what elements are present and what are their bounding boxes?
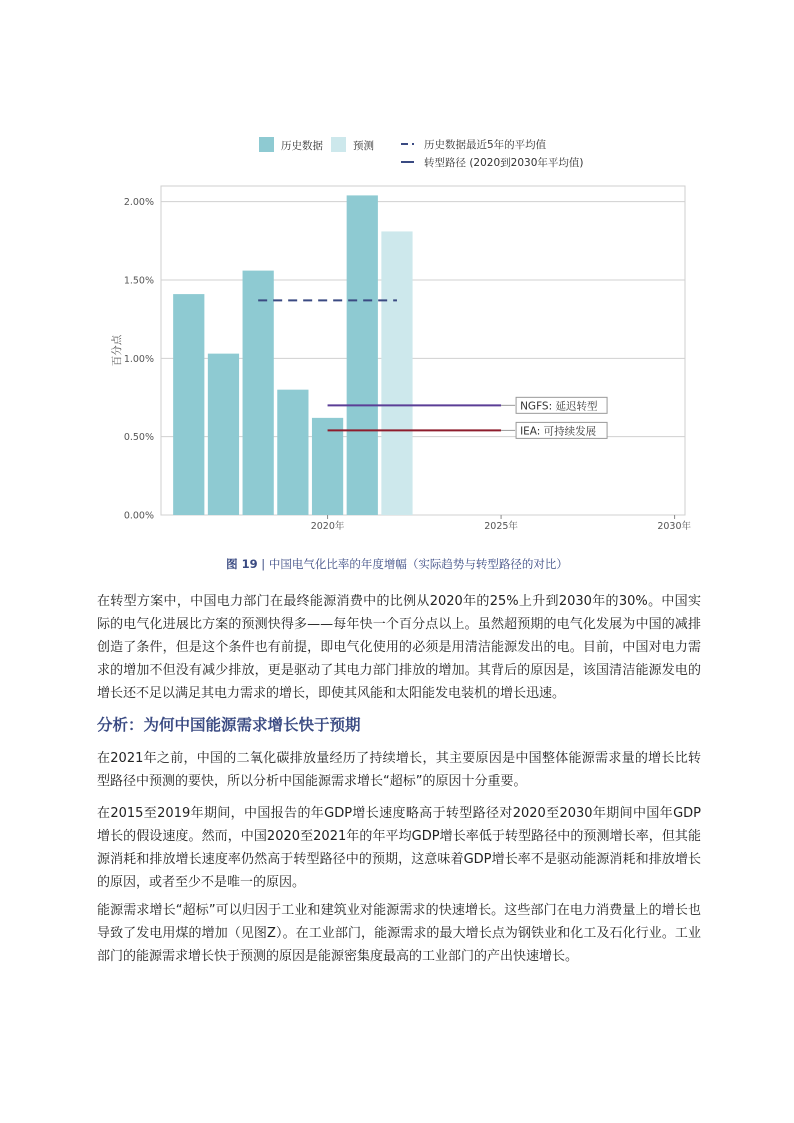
bar-2019 bbox=[277, 390, 308, 515]
chart-reference-lines bbox=[258, 300, 607, 438]
chart-bars bbox=[173, 195, 412, 515]
y-tick-label-2: 1.00% bbox=[123, 353, 154, 365]
y-tick-label-4: 2.00% bbox=[123, 197, 154, 209]
electrification-chart bbox=[0, 0, 794, 560]
legend-label-3: 转型路径 (2020到2030年平均值) bbox=[424, 157, 584, 169]
legend-swatch-1 bbox=[331, 137, 346, 152]
bar-2018 bbox=[243, 271, 274, 515]
x-tick-label-1: 2025年 bbox=[484, 521, 518, 532]
y-axis-label: 百分点 bbox=[111, 334, 123, 367]
legend-label-1: 预测 bbox=[353, 140, 374, 152]
bar-2020 bbox=[312, 418, 343, 515]
paragraph-energy-demand: 能源需求增长“超标”可以归因于工业和建筑业对能源需求的快速增长。这些部门在电力消费量上的增长也导致了发电用煤的增加（见图Z）。在工业部门，能源需求的最大增长点为钢铁业和化工及石化行业。工业部门的能源需求增长快于预测的原因是能源密集度最高的工业部门的产出快速增长。 bbox=[97, 903, 701, 964]
y-tick-label-3: 1.50% bbox=[123, 275, 154, 287]
chart-legend bbox=[259, 137, 583, 169]
y-tick-label-0: 0.00% bbox=[123, 510, 154, 522]
bar-2021 bbox=[347, 195, 378, 515]
figure-label: 图 19 bbox=[226, 557, 258, 571]
bar-2022 bbox=[381, 231, 412, 515]
reference-label-2: IEA: 可持续发展 bbox=[520, 425, 597, 438]
paragraph-emissions-growth: 在2021年之前，中国的二氧化碳排放量经历了持续增长，其主要原因是中国整体能源需求量的增长比转型路径中预测的要快，所以分析中国能源需求增长“超标”的原因十分重要。 bbox=[97, 751, 701, 789]
legend-swatch-0 bbox=[259, 137, 274, 152]
figure-caption-text: | 中国电气化比率的年度增幅（实际趋势与转型路径的对比） bbox=[257, 557, 568, 571]
figure-caption bbox=[0, 556, 794, 572]
x-tick-label-2: 2030年 bbox=[657, 521, 691, 532]
legend-label-2: 历史数据最近5年的平均值 bbox=[424, 139, 547, 151]
plot-frame bbox=[161, 186, 685, 515]
paragraph-gdp-growth: 在2015至2019年期间，中国报告的年GDP增长速度略高于转型路径对2020至2030年期间中国年GDP增长的假设速度。然而，中国2020至2021年的年平均GDP增长率低于转型路径中的预测增长率，但其能源消耗和排放增长速度率仍然高于转型路径中的预期，这意味着GDP增长率不是驱动能源消耗和排放增长的原因，或者至少不是唯一的原因。 bbox=[97, 806, 701, 890]
bar-2016 bbox=[173, 294, 204, 515]
x-tick-label-0: 2020年 bbox=[310, 521, 345, 532]
paragraph-electrification: 在转型方案中，中国电力部门在最终能源消费中的比例从2020年的25%上升到2030年的30%。中国实际的电气化进展比方案的预测快得多——每年快一个百分点以上。虽然超预期的电气化发展为中国的减排创造了条件，但是这个条件也有前提，即电气化使用的必须是用清洁能源发出的电。目前，中国对电力需求的增加不但没有减少排放，更是驱动了其电力部门排放的增加。其背后的原因是，该国清洁能源发电的增长还不足以满足其电力需求的增长，即使其风能和太阳能发电装机的增长迅速。 bbox=[97, 594, 701, 701]
legend-label-0: 历史数据 bbox=[281, 140, 323, 152]
bar-2017 bbox=[208, 354, 239, 515]
y-tick-label-1: 0.50% bbox=[123, 432, 154, 444]
chart-gridlines bbox=[161, 186, 685, 515]
reference-label-1: NGFS: 延迟转型 bbox=[520, 400, 598, 413]
section-heading: 分析：为何中国能源需求增长快于预期 bbox=[97, 716, 361, 734]
